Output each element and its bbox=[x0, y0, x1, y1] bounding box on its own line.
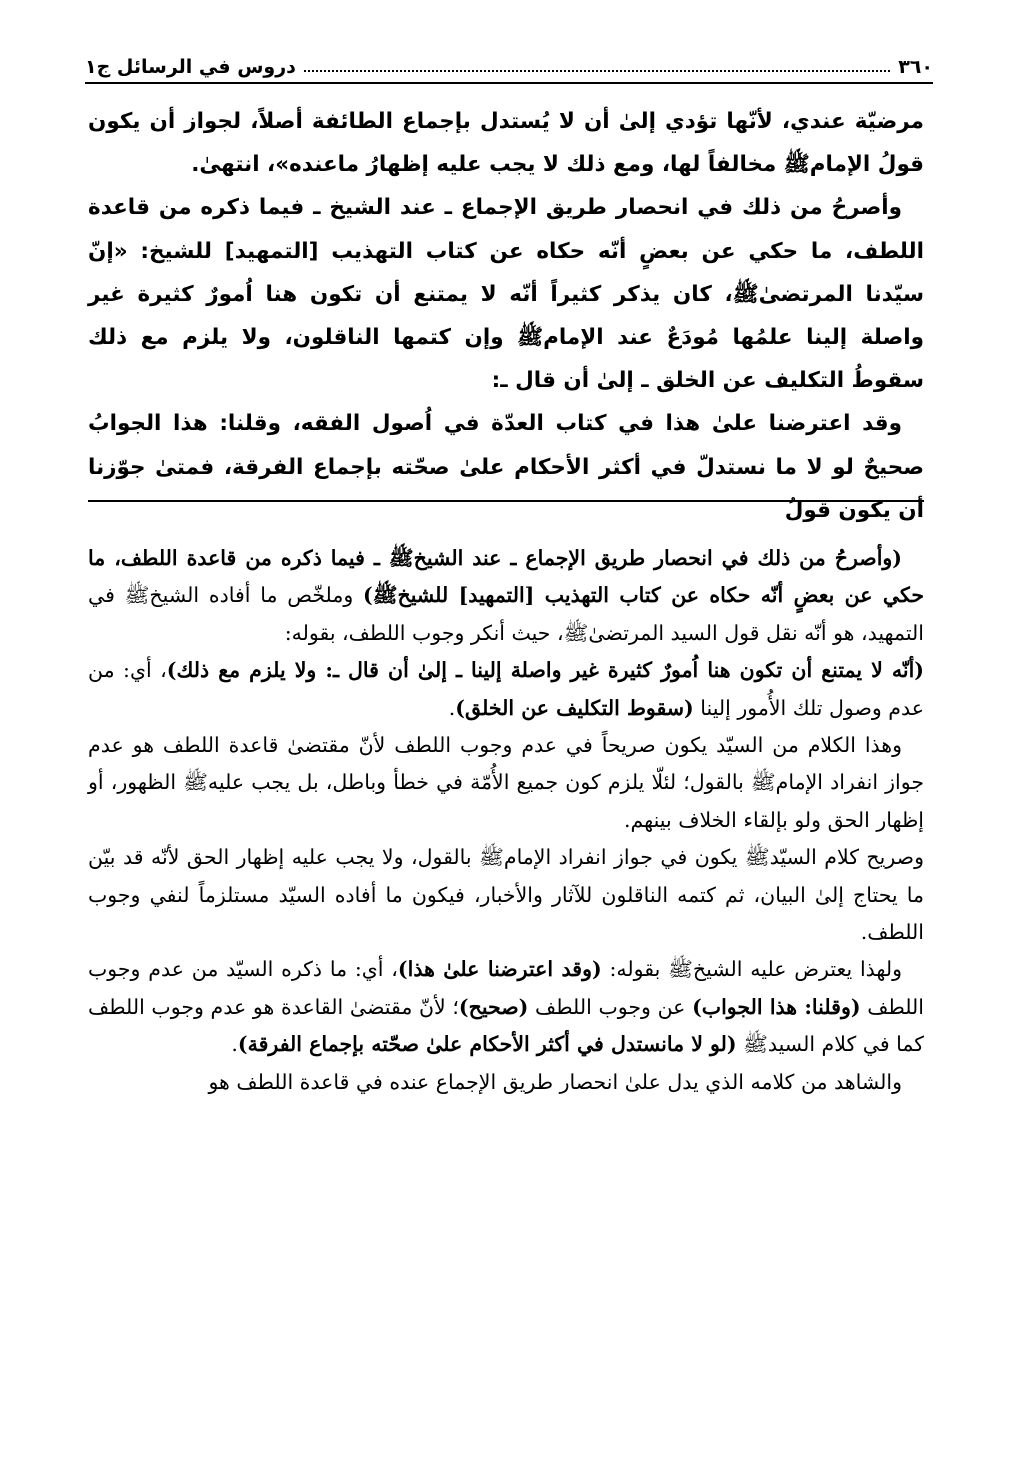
commentary-paragraph-6: والشاهد من كلامه الذي يدل علىٰ انحصار طريق الإجماع عنده في قاعدة اللطف هو bbox=[208, 1069, 902, 1094]
explanation-text: وملخّص ما أفاده الشيخﷺ في التمهيد، هو أنّه نقل قول السيد المرتضىٰﷺ، حيث أنكر وجوب اللطف، بقوله: bbox=[88, 583, 924, 645]
main-text bbox=[88, 100, 924, 532]
page-header bbox=[85, 46, 933, 78]
header-rule bbox=[85, 82, 933, 84]
commentary-paragraph-5 bbox=[88, 951, 924, 1063]
dotted-leader bbox=[304, 69, 890, 72]
quoted-text: (وقد اعترضنا علىٰ هذا) bbox=[397, 957, 602, 982]
commentary-text bbox=[88, 540, 924, 1101]
quoted-text: (صحيح) bbox=[458, 994, 529, 1019]
quoted-text: (أنّه لا يمتنع أن تكون هنا اُمورٌ كثيرة غير واصلة إلينا ـ إلىٰ أن قال ـ: ولا يلزم مع ذلك) bbox=[166, 658, 924, 683]
running-title: دروس في الرسائل ج١ bbox=[85, 56, 296, 78]
quoted-text: (وأصرحُ من ذلك في انحصار طريق الإجماع ـ عند الشيخﷺ ـ فيما ذكره من قاعدة اللطف، ما حكي عن بعضٍ أنّه حكاه عن كتاب التهذيب [التمهيد] للشيخﷺ) bbox=[88, 546, 924, 608]
explanation-text: ، أي: من عدم وصول تلك الأُمور إلينا bbox=[88, 658, 924, 720]
quoted-text: (سقوط التكليف عن الخلق) bbox=[455, 695, 694, 720]
quoted-text: (لو لا مانستدل في أكثر الأحكام علىٰ صحّته بإجماع الفرقة) bbox=[237, 1032, 737, 1057]
main-paragraph-2: وأصرحُ من ذلك في انحصار طريق الإجماع ـ عند الشيخ ـ فيما ذكره من قاعدة اللطف، ما حكي عن بعضٍ أنّه حكاه عن كتاب التهذيب [التمهيد] للشيخ: «إنّ سيّدنا المرتضىٰﷺ، كان يذكر كثيراً أنّه لا يمتنع أن تكون هنا اُمورٌ كثيرة غير واصلة إلينا علمُها مُودَعٌ عند الإمامﷺ وإن كتمها الناقلون، ولا يلزم مع ذلك سقوطُ التكليف عن الخلق ـ إلىٰ أن قال ـ: bbox=[88, 195, 924, 394]
page-number: ٣٦٠ bbox=[898, 56, 933, 78]
section-separator bbox=[88, 500, 924, 502]
commentary-paragraph-2 bbox=[88, 652, 924, 727]
explanation-text: . bbox=[448, 695, 456, 720]
commentary-paragraph-1 bbox=[88, 540, 924, 652]
explanation-text: ، أي: ما ذكره السيّد من عدم وجوب اللطف bbox=[88, 957, 924, 1019]
commentary-paragraph-4: وصريح كلام السيّدﷺ يكون في جواز انفراد الإمامﷺ بالقول، ولا يجب عليه إظهار الحق لأنّه قد بيّن ما يحتاج إلىٰ البيان، ثم كتمه الناقلون للآثار والأخبار، فيكون ما أفاده السيّد مستلزماً لنفي وجوب اللطف. bbox=[88, 845, 924, 945]
quoted-text: (وقلنا: هذا الجواب) bbox=[692, 994, 861, 1019]
explanation-text: ولهذا يعترض عليه الشيخﷺ بقوله: bbox=[601, 957, 902, 982]
main-paragraph-3: وقد اعترضنا علىٰ هذا في كتاب العدّة في اُصول الفقه، وقلنا: هذا الجوابُ صحيحٌ لو لا ما نستدلّ في أكثر الأحكام علىٰ صحّته بإجماع الفرقة، فمتىٰ جوّزنا أن يكون قولُ bbox=[88, 411, 924, 523]
explanation-text: ؛ لأنّ مقتضىٰ القاعدة هو عدم وجوب اللطف كما في كلام السيدﷺ bbox=[88, 994, 924, 1057]
main-paragraph-1: مرضيّة عندي، لأنّها تؤدي إلىٰ أن لا يُستدل بإجماع الطائفة أصلاً، لجواز أن يكون قولُ الإمامﷺ مخالفاً لها، ومع ذلك لا يجب عليه إظهارُ ماعنده»، انتهىٰ. bbox=[88, 109, 924, 178]
explanation-text: عن وجوب اللطف bbox=[528, 994, 693, 1019]
explanation-text: . bbox=[231, 1032, 238, 1057]
commentary-paragraph-3: وهذا الكلام من السيّد يكون صريحاً في عدم وجوب اللطف لأنّ مقتضىٰ قاعدة اللطف هو عدم جواز انفراد الإمامﷺ بالقول؛ لئلّا يلزم كون جميع الأُمّة في خطأ وباطل، بل يجب عليهﷺ الظهور، أو إظهار الحق ولو بإلقاء الخلاف بينهم. bbox=[88, 733, 924, 832]
